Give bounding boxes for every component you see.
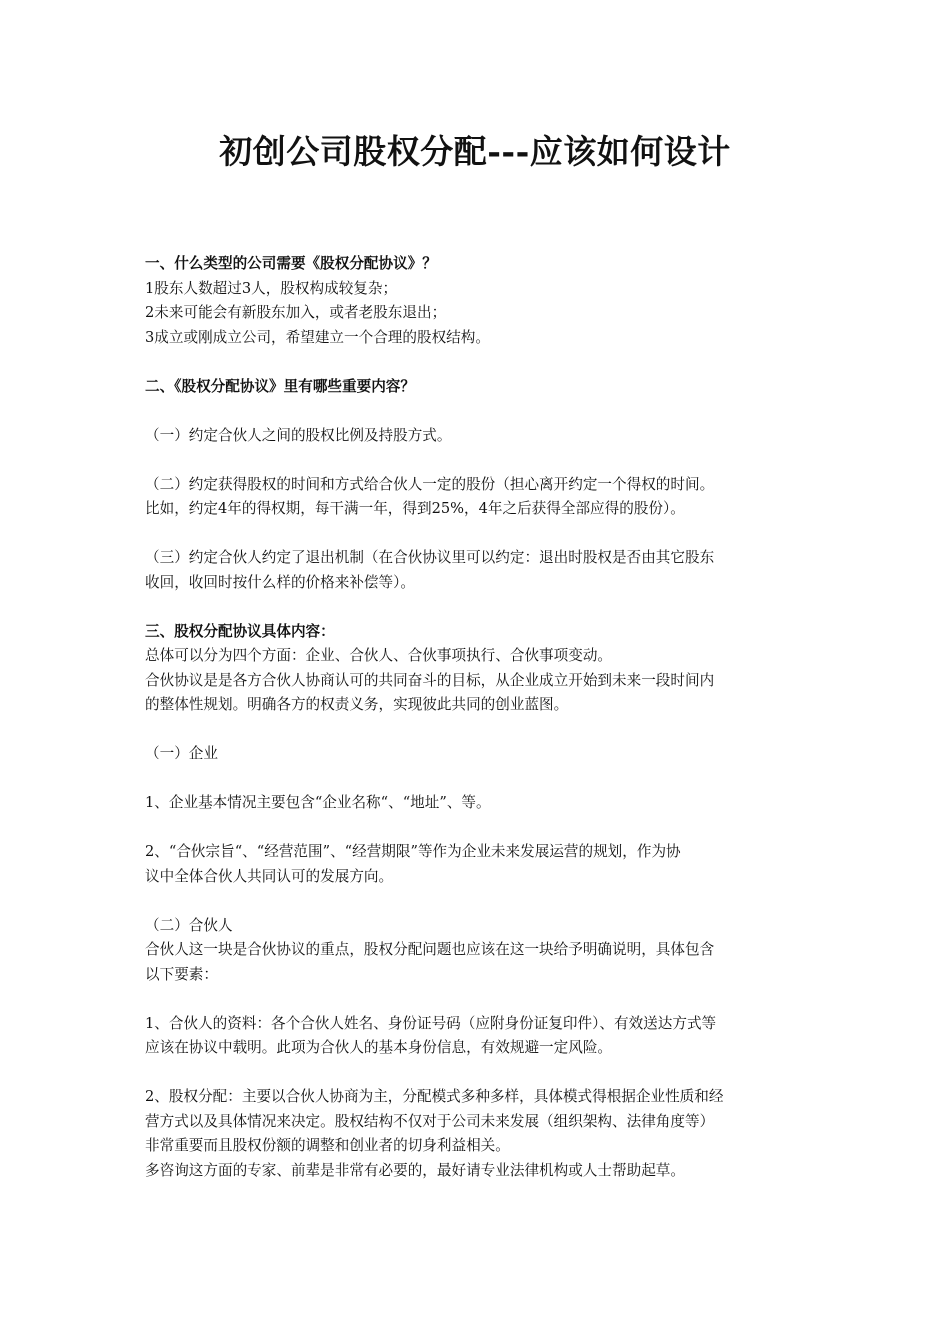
spacer (145, 816, 817, 841)
spacer (145, 987, 817, 1012)
spacer (145, 448, 817, 473)
spacer (145, 399, 817, 424)
partner-item-2-line-1: 2、股权分配：主要以合伙人协商为主，分配模式多种多样，具体模式得根据企业性质和经 (145, 1088, 724, 1105)
subsection-partner-heading: （二）合伙人 (145, 916, 233, 934)
document-body (145, 252, 817, 1183)
enterprise-item-2-line-1: 2、“合伙宗旨“、“经营范围”、“经营期限”等作为企业未来发展运营的规划，作为协 (145, 843, 681, 860)
section2-heading: 二、《股权分配协议》里有哪些重要内容？ (145, 377, 415, 395)
section2-paragraph-3-line-1: （三）约定合伙人约定了退出机制（在合伙协议里可以约定：退出时股权是否由其它股东 (145, 549, 715, 566)
page-title: 初创公司股权分配---应该如何设计 (219, 132, 731, 171)
section1-item-2: 2未来可能会有新股东加入，或者老股东退出； (145, 304, 447, 321)
spacer (145, 595, 817, 620)
section2-paragraph-3-line-2: 收回，收回时按什么样的价格来补偿等）。 (145, 573, 415, 591)
subsection-enterprise-heading: （一）企业 (145, 745, 218, 762)
spacer (145, 767, 817, 792)
partner-item-2-line-4: 多咨询这方面的专家、前辈是非常有必要的，最好请专业法律机构或人士帮助起草。 (145, 1161, 685, 1179)
partner-item-1-line-1: 1、合伙人的资料：各个合伙人姓名、身份证号码（应附身份证复印件）、有效送达方式等 (145, 1014, 717, 1032)
section2-paragraph-2-line-2: 比如，约定4年的得权期，每干满一年，得到25%，4年之后获得全部应得的股份）。 (145, 500, 685, 517)
section1-item-3: 3成立或刚成立公司，希望建立一个合理的股权结构。 (145, 328, 490, 346)
enterprise-item-1: 1、企业基本情况主要包含“企业名称“、“地址”、等。 (145, 794, 491, 811)
partner-item-2-line-2: 营方式以及具体情况来决定。股权结构不仅对于公司未来发展（组织架构、法律角度等） (145, 1112, 715, 1130)
section3-intro-2-line-2: 的整体性规划。明确各方的权责义务，实现彼此共同的创业蓝图。 (145, 696, 569, 713)
section2-paragraph-1: （一）约定合伙人之间的股权比例及持股方式。 (145, 426, 452, 444)
partner-item-1-line-2: 应该在协议中载明。此项为合伙人的基本身份信息，有效规避一定风险。 (145, 1039, 613, 1056)
section3-intro-2-line-1: 合伙协议是是各方合伙人协商认可的共同奋斗的目标，从企业成立开始到未来一段时间内 (145, 671, 715, 689)
section3-heading: 三、股权分配协议具体内容： (145, 622, 335, 640)
partner-intro-line-2: 以下要素： (145, 965, 218, 983)
spacer (145, 522, 817, 547)
section2-paragraph-2-line-1: （二）约定获得股权的时间和方式给合伙人一定的股份（担心离开约定一个得权的时间。 (145, 475, 715, 493)
spacer (145, 889, 817, 914)
spacer (145, 350, 817, 375)
spacer (145, 1061, 817, 1086)
section1-heading: 一、什么类型的公司需要《股权分配协议》？ (145, 255, 437, 272)
section3-intro-1: 总体可以分为四个方面：企业、合伙人、合伙事项执行、合伙事项变动。 (145, 647, 613, 664)
section1-item-1: 1股东人数超过3人，股权构成较复杂； (145, 279, 398, 297)
enterprise-item-2-line-2: 议中全体合伙人共同认可的发展方向。 (145, 867, 394, 885)
spacer (145, 718, 817, 743)
partner-intro-line-1: 合伙人这一块是合伙协议的重点，股权分配问题也应该在这一块给予明确说明，具体包含 (145, 941, 715, 958)
partner-item-2-line-3: 非常重要而且股权份额的调整和创业者的切身利益相关。 (145, 1137, 510, 1154)
